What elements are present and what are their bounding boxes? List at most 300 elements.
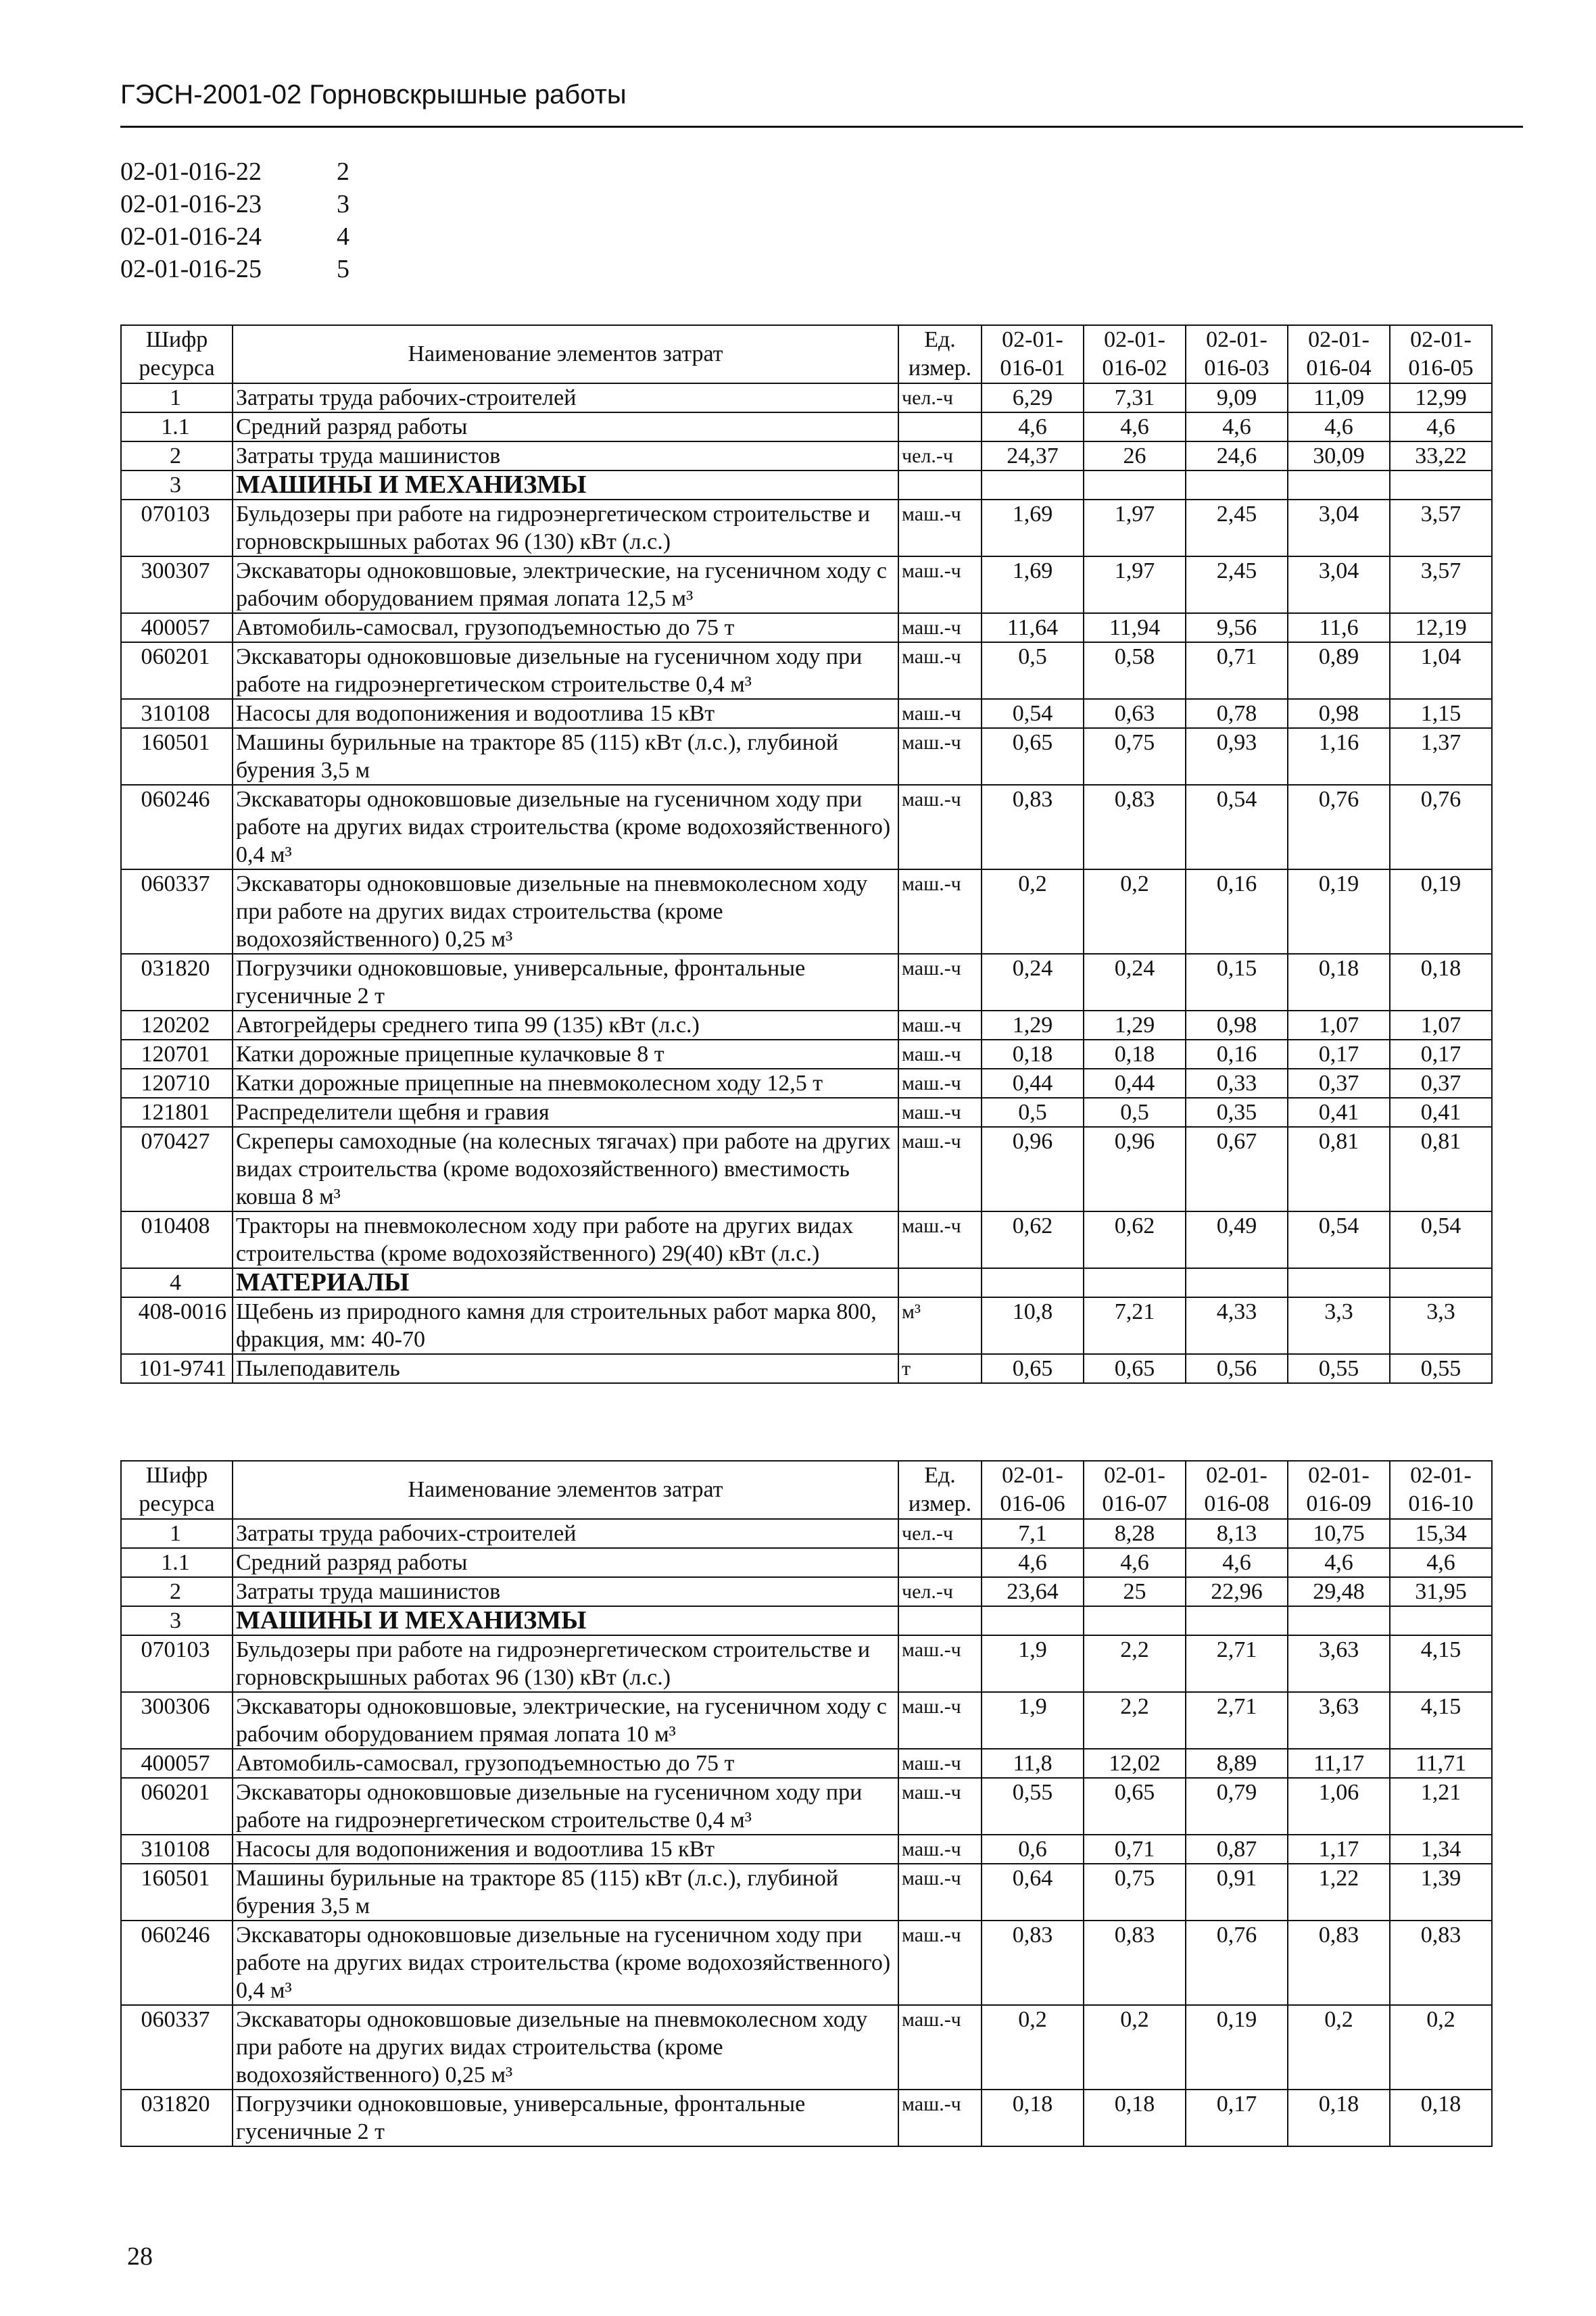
page-number: 28 — [127, 2242, 153, 2271]
value-cell: 7,31 — [1084, 383, 1186, 412]
code-value: 02-01-016-23 — [120, 190, 262, 218]
table-row — [121, 383, 1492, 412]
table-row — [121, 699, 1492, 728]
table-row — [121, 1577, 1492, 1606]
resource-code: 120710 — [121, 1069, 233, 1098]
value-cell: 9,09 — [1186, 383, 1288, 412]
value-cell: 1,07 — [1390, 1011, 1492, 1040]
unit-cell: маш.-ч — [898, 699, 982, 728]
value-cell: 9,56 — [1186, 613, 1288, 642]
table-row — [121, 1011, 1492, 1040]
value-cell: 11,6 — [1288, 613, 1390, 642]
table-row — [121, 441, 1492, 471]
resource-name: Автомобиль-самосвал, грузоподъемностью до 75 т — [233, 1749, 898, 1778]
table-row — [121, 728, 1492, 785]
value-cell: 7,21 — [1084, 1297, 1186, 1354]
value-cell: 2,2 — [1084, 1692, 1186, 1749]
value-cell: 0,19 — [1390, 869, 1492, 954]
resource-name: Средний разряд работы — [233, 1548, 898, 1577]
value-cell: 1,39 — [1390, 1864, 1492, 1921]
resource-name: Затраты труда рабочих-строителей — [233, 1519, 898, 1548]
value-cell: 1,07 — [1288, 1011, 1390, 1040]
unit-cell: маш.-ч — [898, 1040, 982, 1069]
value-cell: 1,34 — [1390, 1835, 1492, 1864]
resource-name: Экскаваторы одноковшовые дизельные на гусеничном ходу при работе на других видах строительства (кроме водохозяйственного) 0,4 м³ — [233, 1921, 898, 2005]
value-cell — [1390, 471, 1492, 500]
value-cell: 0,54 — [1288, 1211, 1390, 1268]
value-cell: 0,83 — [1084, 1921, 1186, 2005]
value-cell: 0,44 — [1084, 1069, 1186, 1098]
value-cell: 3,57 — [1390, 556, 1492, 613]
resource-code: 2 — [121, 441, 233, 471]
table-row — [121, 1211, 1492, 1268]
resource-code: 300306 — [121, 1692, 233, 1749]
value-cell: 0,62 — [982, 1211, 1084, 1268]
table-header-row — [121, 325, 1492, 383]
value-cell: 0,98 — [1186, 1011, 1288, 1040]
resource-name: Экскаваторы одноковшовые, электрические, на гусеничном ходу с рабочим оборудованием прямая лопата 10 м³ — [233, 1692, 898, 1749]
value-cell: 0,65 — [1084, 1778, 1186, 1835]
value-cell: 0,15 — [1186, 954, 1288, 1011]
unit-cell: маш.-ч — [898, 613, 982, 642]
resource-name: Насосы для водопонижения и водоотлива 15 кВт — [233, 699, 898, 728]
value-cell — [1390, 1268, 1492, 1297]
value-cell: 8,13 — [1186, 1519, 1288, 1548]
value-cell: 0,54 — [1186, 785, 1288, 869]
value-cell — [1186, 1606, 1288, 1635]
code-list-item — [120, 253, 349, 285]
value-cell: 15,34 — [1390, 1519, 1492, 1548]
value-cell: 1,69 — [982, 500, 1084, 556]
header-column: 02-01-016-01 — [982, 325, 1084, 383]
value-cell: 0,35 — [1186, 1098, 1288, 1127]
value-cell: 0,2 — [1084, 869, 1186, 954]
unit-cell — [898, 412, 982, 441]
value-cell: 0,64 — [982, 1864, 1084, 1921]
value-cell: 0,2 — [982, 869, 1084, 954]
value-cell: 1,69 — [982, 556, 1084, 613]
unit-cell: маш.-ч — [898, 1211, 982, 1268]
unit-cell: маш.-ч — [898, 1921, 982, 2005]
value-cell: 1,29 — [982, 1011, 1084, 1040]
value-cell: 12,02 — [1084, 1749, 1186, 1778]
unit-cell: маш.-ч — [898, 556, 982, 613]
value-cell: 0,79 — [1186, 1778, 1288, 1835]
value-cell: 0,76 — [1186, 1921, 1288, 2005]
value-cell: 3,63 — [1288, 1692, 1390, 1749]
resource-code: 060337 — [121, 869, 233, 954]
resource-table-2 — [120, 1460, 1493, 2147]
value-cell: 0,18 — [1390, 2090, 1492, 2146]
resource-code: 120202 — [121, 1011, 233, 1040]
value-cell: 11,09 — [1288, 383, 1390, 412]
value-cell — [1390, 1606, 1492, 1635]
header-name: Наименование элементов затрат — [233, 1461, 898, 1519]
header-column: 02-01-016-05 — [1390, 325, 1492, 383]
value-cell: 4,15 — [1390, 1635, 1492, 1692]
value-cell: 0,18 — [1084, 1040, 1186, 1069]
value-cell: 4,6 — [1186, 412, 1288, 441]
value-cell: 6,29 — [982, 383, 1084, 412]
table-row — [121, 954, 1492, 1011]
header-name: Наименование элементов затрат — [233, 325, 898, 383]
header-column: 02-01-016-02 — [1084, 325, 1186, 383]
value-cell: 12,19 — [1390, 613, 1492, 642]
table-row — [121, 2090, 1492, 2146]
header-resource-code: Шифр ресурса — [121, 325, 233, 383]
resource-code: 160501 — [121, 1864, 233, 1921]
value-cell: 0,24 — [982, 954, 1084, 1011]
value-cell: 1,21 — [1390, 1778, 1492, 1835]
code-list-item — [120, 188, 349, 220]
table-row — [121, 869, 1492, 954]
value-cell: 0,62 — [1084, 1211, 1186, 1268]
resource-code: 400057 — [121, 1749, 233, 1778]
unit-cell: маш.-ч — [898, 1864, 982, 1921]
section-title: МАШИНЫ И МЕХАНИЗМЫ — [233, 1606, 898, 1635]
resource-code: 060201 — [121, 1778, 233, 1835]
resource-code: 310108 — [121, 699, 233, 728]
header-column: 02-01-016-08 — [1186, 1461, 1288, 1519]
value-cell: 0,16 — [1186, 869, 1288, 954]
value-cell: 1,16 — [1288, 728, 1390, 785]
value-cell: 4,6 — [1390, 412, 1492, 441]
unit-cell: маш.-ч — [898, 642, 982, 699]
value-cell: 1,29 — [1084, 1011, 1186, 1040]
code-number: 2 — [337, 158, 349, 186]
section-title: МАШИНЫ И МЕХАНИЗМЫ — [233, 471, 898, 500]
resource-code: 3 — [121, 1606, 233, 1635]
value-cell: 0,2 — [982, 2005, 1084, 2090]
table-row — [121, 1354, 1492, 1383]
value-cell: 2,45 — [1186, 500, 1288, 556]
unit-cell: маш.-ч — [898, 1635, 982, 1692]
value-cell — [1084, 1606, 1186, 1635]
value-cell: 11,71 — [1390, 1749, 1492, 1778]
value-cell: 11,94 — [1084, 613, 1186, 642]
value-cell: 0,58 — [1084, 642, 1186, 699]
value-cell: 0,17 — [1288, 1040, 1390, 1069]
value-cell: 25 — [1084, 1577, 1186, 1606]
table-row — [121, 1921, 1492, 2005]
value-cell: 10,8 — [982, 1297, 1084, 1354]
value-cell: 0,5 — [982, 642, 1084, 699]
value-cell: 0,54 — [982, 699, 1084, 728]
table-row — [121, 1127, 1492, 1211]
value-cell: 1,97 — [1084, 500, 1186, 556]
value-cell: 11,64 — [982, 613, 1084, 642]
resource-code: 070103 — [121, 500, 233, 556]
unit-cell: маш.-ч — [898, 1011, 982, 1040]
code-number: 3 — [337, 190, 349, 218]
header-column: 02-01-016-06 — [982, 1461, 1084, 1519]
value-cell — [982, 1268, 1084, 1297]
resource-code: 1.1 — [121, 412, 233, 441]
value-cell: 1,97 — [1084, 556, 1186, 613]
resource-name: Щебень из природного камня для строительных работ марка 800, фракция, мм: 40-70 — [233, 1297, 898, 1354]
resource-code: 4 — [121, 1268, 233, 1297]
value-cell: 0,65 — [982, 1354, 1084, 1383]
value-cell: 12,99 — [1390, 383, 1492, 412]
value-cell: 0,76 — [1288, 785, 1390, 869]
value-cell: 11,17 — [1288, 1749, 1390, 1778]
value-cell: 4,6 — [1084, 1548, 1186, 1577]
value-cell: 0,81 — [1390, 1127, 1492, 1211]
resource-name: Затраты труда рабочих-строителей — [233, 383, 898, 412]
table-row — [121, 1098, 1492, 1127]
unit-cell: маш.-ч — [898, 1749, 982, 1778]
value-cell: 0,18 — [1084, 2090, 1186, 2146]
value-cell: 3,57 — [1390, 500, 1492, 556]
table-row — [121, 1835, 1492, 1864]
header-column: 02-01-016-07 — [1084, 1461, 1186, 1519]
value-cell: 4,6 — [1084, 412, 1186, 441]
value-cell: 0,6 — [982, 1835, 1084, 1864]
value-cell: 0,19 — [1186, 2005, 1288, 2090]
unit-cell: маш.-ч — [898, 1127, 982, 1211]
value-cell: 0,55 — [1288, 1354, 1390, 1383]
value-cell: 0,18 — [1288, 2090, 1390, 2146]
table-row — [121, 1519, 1492, 1548]
table-row — [121, 1040, 1492, 1069]
value-cell: 4,6 — [1186, 1548, 1288, 1577]
value-cell: 0,83 — [982, 1921, 1084, 2005]
unit-cell — [898, 1606, 982, 1635]
value-cell: 0,37 — [1390, 1069, 1492, 1098]
resource-name: Экскаваторы одноковшовые, электрические, на гусеничном ходу с рабочим оборудованием прямая лопата 12,5 м³ — [233, 556, 898, 613]
header-column: 02-01-016-03 — [1186, 325, 1288, 383]
resource-name: Насосы для водопонижения и водоотлива 15 кВт — [233, 1835, 898, 1864]
value-cell: 1,04 — [1390, 642, 1492, 699]
value-cell: 0,2 — [1390, 2005, 1492, 2090]
unit-cell: маш.-ч — [898, 1692, 982, 1749]
resource-code: 400057 — [121, 613, 233, 642]
unit-cell: т — [898, 1354, 982, 1383]
value-cell: 0,18 — [1288, 954, 1390, 1011]
code-list — [120, 155, 349, 285]
section-row — [121, 1606, 1492, 1635]
value-cell: 0,63 — [1084, 699, 1186, 728]
value-cell: 4,33 — [1186, 1297, 1288, 1354]
resource-code: 408-0016 — [121, 1297, 233, 1354]
section-row — [121, 471, 1492, 500]
unit-cell: чел.-ч — [898, 383, 982, 412]
value-cell: 33,22 — [1390, 441, 1492, 471]
code-number: 4 — [337, 222, 349, 251]
value-cell — [1084, 471, 1186, 500]
resource-code: 2 — [121, 1577, 233, 1606]
value-cell: 0,71 — [1186, 642, 1288, 699]
value-cell: 2,2 — [1084, 1635, 1186, 1692]
resource-code: 010408 — [121, 1211, 233, 1268]
resource-name: Машины бурильные на тракторе 85 (115) кВт (л.с.), глубиной бурения 3,5 м — [233, 1864, 898, 1921]
value-cell: 23,64 — [982, 1577, 1084, 1606]
value-cell — [982, 471, 1084, 500]
value-cell: 1,15 — [1390, 699, 1492, 728]
unit-cell — [898, 471, 982, 500]
table-row — [121, 1749, 1492, 1778]
value-cell: 0,83 — [982, 785, 1084, 869]
code-value: 02-01-016-25 — [120, 255, 262, 283]
page-header: ГЭСН-2001-02 Горновскрышные работы — [120, 80, 627, 110]
value-cell: 10,75 — [1288, 1519, 1390, 1548]
table-row — [121, 1864, 1492, 1921]
section-row — [121, 1268, 1492, 1297]
resource-name: Бульдозеры при работе на гидроэнергетическом строительстве и горновскрышных работах 96 (130) кВт (л.с.) — [233, 1635, 898, 1692]
code-list-item — [120, 220, 349, 253]
resource-name: Распределители щебня и гравия — [233, 1098, 898, 1127]
value-cell: 4,6 — [1288, 412, 1390, 441]
table-row — [121, 642, 1492, 699]
table-row — [121, 1548, 1492, 1577]
value-cell: 4,6 — [982, 1548, 1084, 1577]
value-cell: 30,09 — [1288, 441, 1390, 471]
code-value: 02-01-016-22 — [120, 158, 262, 186]
value-cell — [1186, 1268, 1288, 1297]
value-cell: 8,28 — [1084, 1519, 1186, 1548]
table-row — [121, 613, 1492, 642]
value-cell: 31,95 — [1390, 1577, 1492, 1606]
table-row — [121, 1635, 1492, 1692]
value-cell: 0,17 — [1186, 2090, 1288, 2146]
value-cell: 26 — [1084, 441, 1186, 471]
value-cell: 0,56 — [1186, 1354, 1288, 1383]
value-cell: 0,44 — [982, 1069, 1084, 1098]
resource-code: 060246 — [121, 1921, 233, 2005]
value-cell: 0,18 — [982, 1040, 1084, 1069]
resource-code: 1 — [121, 1519, 233, 1548]
resource-name: Затраты труда машинистов — [233, 1577, 898, 1606]
value-cell: 2,71 — [1186, 1635, 1288, 1692]
value-cell: 2,71 — [1186, 1692, 1288, 1749]
unit-cell: маш.-ч — [898, 1069, 982, 1098]
value-cell: 0,18 — [982, 2090, 1084, 2146]
value-cell: 0,75 — [1084, 1864, 1186, 1921]
value-cell: 4,6 — [1390, 1548, 1492, 1577]
resource-name: Затраты труда машинистов — [233, 441, 898, 471]
resource-name: Экскаваторы одноковшовые дизельные на гусеничном ходу при работе на гидроэнергетическом строительстве 0,4 м³ — [233, 642, 898, 699]
value-cell: 0,37 — [1288, 1069, 1390, 1098]
value-cell: 0,55 — [982, 1778, 1084, 1835]
value-cell: 4,6 — [982, 412, 1084, 441]
value-cell: 3,63 — [1288, 1635, 1390, 1692]
resource-name: Экскаваторы одноковшовые дизельные на пневмоколесном ходу при работе на других видах строительства (кроме водохозяйственного) 0,25 м³ — [233, 2005, 898, 2090]
resource-name: Автомобиль-самосвал, грузоподъемностью до 75 т — [233, 613, 898, 642]
resource-code: 070103 — [121, 1635, 233, 1692]
value-cell — [982, 1606, 1084, 1635]
resource-code: 031820 — [121, 2090, 233, 2146]
resource-name: Машины бурильные на тракторе 85 (115) кВт (л.с.), глубиной бурения 3,5 м — [233, 728, 898, 785]
resource-name: Погрузчики одноковшовые, универсальные, фронтальные гусеничные 2 т — [233, 954, 898, 1011]
value-cell: 3,3 — [1288, 1297, 1390, 1354]
value-cell: 2,45 — [1186, 556, 1288, 613]
table-row — [121, 1692, 1492, 1749]
value-cell: 0,67 — [1186, 1127, 1288, 1211]
resource-code: 060201 — [121, 642, 233, 699]
resource-code: 3 — [121, 471, 233, 500]
value-cell: 24,6 — [1186, 441, 1288, 471]
resource-code: 300307 — [121, 556, 233, 613]
table-row — [121, 1297, 1492, 1354]
value-cell: 7,1 — [982, 1519, 1084, 1548]
resource-code: 1 — [121, 383, 233, 412]
table-row — [121, 556, 1492, 613]
resource-name: Погрузчики одноковшовые, универсальные, фронтальные гусеничные 2 т — [233, 2090, 898, 2146]
unit-cell — [898, 1548, 982, 1577]
resource-code: 101-9741 — [121, 1354, 233, 1383]
value-cell: 0,98 — [1288, 699, 1390, 728]
resource-name: Экскаваторы одноковшовые дизельные на гусеничном ходу при работе на гидроэнергетическом строительстве 0,4 м³ — [233, 1778, 898, 1835]
value-cell: 0,49 — [1186, 1211, 1288, 1268]
value-cell: 0,93 — [1186, 728, 1288, 785]
resource-name: Средний разряд работы — [233, 412, 898, 441]
value-cell: 22,96 — [1186, 1577, 1288, 1606]
value-cell — [1288, 1606, 1390, 1635]
value-cell: 0,19 — [1288, 869, 1390, 954]
value-cell: 1,9 — [982, 1692, 1084, 1749]
resource-code: 310108 — [121, 1835, 233, 1864]
value-cell: 0,55 — [1390, 1354, 1492, 1383]
value-cell: 0,2 — [1084, 2005, 1186, 2090]
value-cell: 0,75 — [1084, 728, 1186, 785]
value-cell: 3,3 — [1390, 1297, 1492, 1354]
value-cell: 4,6 — [1288, 1548, 1390, 1577]
value-cell: 0,89 — [1288, 642, 1390, 699]
value-cell: 0,33 — [1186, 1069, 1288, 1098]
value-cell: 1,22 — [1288, 1864, 1390, 1921]
value-cell: 0,96 — [982, 1127, 1084, 1211]
header-unit: Ед. измер. — [898, 1461, 982, 1519]
resource-name: Экскаваторы одноковшовые дизельные на гусеничном ходу при работе на других видах строительства (кроме водохозяйственного) 0,4 м³ — [233, 785, 898, 869]
value-cell — [1288, 471, 1390, 500]
resource-code: 121801 — [121, 1098, 233, 1127]
resource-code: 160501 — [121, 728, 233, 785]
value-cell: 0,83 — [1288, 1921, 1390, 2005]
value-cell: 0,78 — [1186, 699, 1288, 728]
value-cell: 0,18 — [1390, 954, 1492, 1011]
code-number: 5 — [337, 255, 349, 283]
header-unit: Ед. измер. — [898, 325, 982, 383]
value-cell: 1,9 — [982, 1635, 1084, 1692]
value-cell: 0,5 — [1084, 1098, 1186, 1127]
value-cell: 0,65 — [982, 728, 1084, 785]
value-cell: 0,76 — [1390, 785, 1492, 869]
value-cell — [1084, 1268, 1186, 1297]
table-row — [121, 412, 1492, 441]
resource-name: Пылеподавитель — [233, 1354, 898, 1383]
unit-cell: м³ — [898, 1297, 982, 1354]
resource-name: Катки дорожные прицепные кулачковые 8 т — [233, 1040, 898, 1069]
resource-name: Скреперы самоходные (на колесных тягачах) при работе на других видах строительства (кроме водохозяйственного) вместимость ковша 8 м³ — [233, 1127, 898, 1211]
table-row — [121, 1069, 1492, 1098]
value-cell: 8,89 — [1186, 1749, 1288, 1778]
value-cell: 0,16 — [1186, 1040, 1288, 1069]
header-column: 02-01-016-10 — [1390, 1461, 1492, 1519]
resource-name: Бульдозеры при работе на гидроэнергетическом строительстве и горновскрышных работах 96 (130) кВт (л.с.) — [233, 500, 898, 556]
header-column: 02-01-016-04 — [1288, 325, 1390, 383]
table-header-row — [121, 1461, 1492, 1519]
resource-code: 060246 — [121, 785, 233, 869]
unit-cell: маш.-ч — [898, 500, 982, 556]
value-cell: 29,48 — [1288, 1577, 1390, 1606]
value-cell: 0,81 — [1288, 1127, 1390, 1211]
value-cell: 0,5 — [982, 1098, 1084, 1127]
code-list-item — [120, 155, 349, 188]
table-row — [121, 500, 1492, 556]
header-rule — [120, 126, 1523, 128]
resource-code: 120701 — [121, 1040, 233, 1069]
value-cell — [1288, 1268, 1390, 1297]
